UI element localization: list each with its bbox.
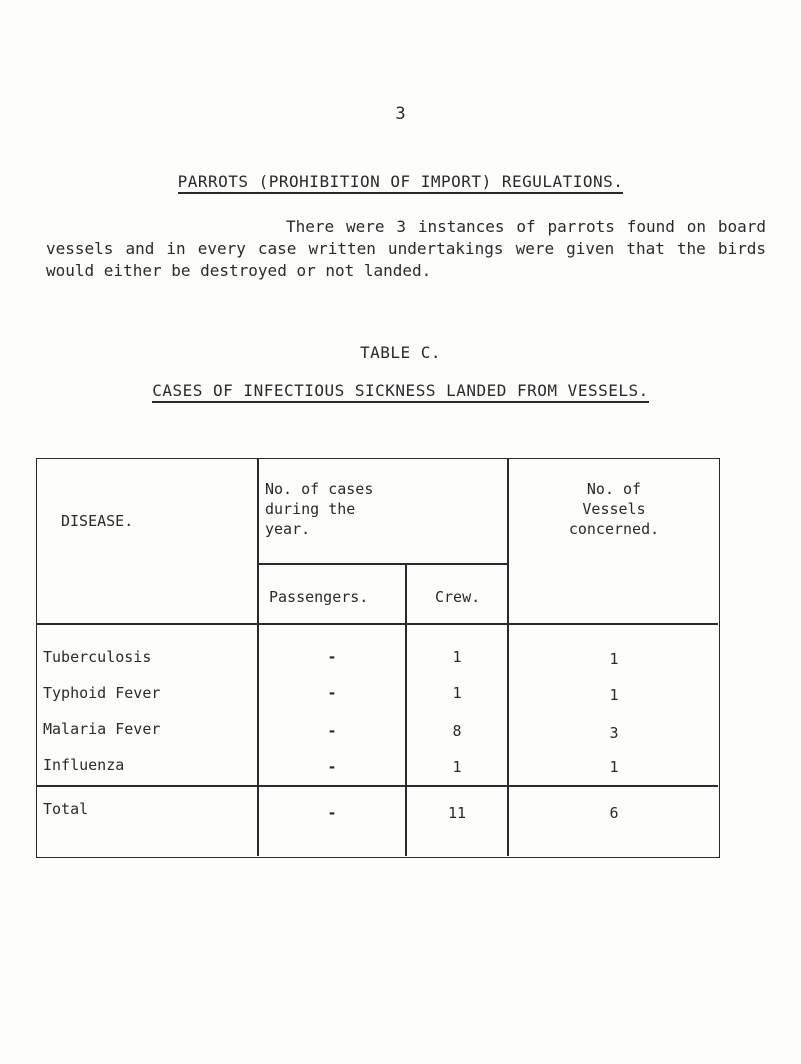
header-disease: DISEASE.	[61, 512, 134, 530]
header-vessels-line2: Vessels	[582, 500, 646, 518]
table-row-typhoid-disease: Typhoid Fever	[43, 684, 161, 702]
infectious-sickness-table	[36, 458, 720, 858]
section-heading	[0, 172, 801, 191]
header-vessels-line1: No. of	[586, 480, 642, 498]
table-row-tuberculosis-vessels: 1	[609, 650, 619, 668]
header-cases-line2: during the	[265, 500, 356, 518]
table-title-text: CASES OF INFECTIOUS SICKNESS LANDED FROM VESSELS.	[152, 381, 649, 403]
table-row-influenza-disease: Influenza	[43, 756, 125, 774]
table-row-typhoid-crew: 1	[452, 684, 462, 702]
header-divider	[37, 623, 718, 625]
table-row-malaria-vessels: 3	[609, 724, 619, 742]
table-row-malaria-disease: Malaria Fever	[43, 720, 161, 738]
table-row-typhoid-passengers: -	[327, 684, 337, 702]
total-crew: 11	[447, 804, 467, 822]
table-row-typhoid-vessels: 1	[609, 686, 619, 704]
table-row-influenza-vessels: 1	[609, 758, 619, 776]
table-label: TABLE C.	[359, 343, 442, 362]
table-row-malaria-crew: 8	[452, 722, 462, 740]
total-passengers: -	[327, 804, 337, 822]
section-paragraph: There were 3 instances of parrots found on board vessels and in every case written undertakings were given that the birds would either be destroyed or not landed.	[46, 217, 766, 280]
table-title	[0, 381, 801, 400]
header-cases	[265, 479, 373, 539]
table-row-tuberculosis-disease: Tuberculosis	[43, 648, 152, 666]
header-crew: Crew.	[435, 588, 481, 606]
total-label: Total	[43, 800, 89, 818]
section-heading-text: PARROTS (PROHIBITION OF IMPORT) REGULATIONS.	[178, 172, 624, 194]
subheader-divider	[257, 563, 508, 565]
total-vessels: 6	[609, 804, 619, 822]
page-number: 3	[395, 104, 406, 124]
table-row-tuberculosis-crew: 1	[452, 648, 462, 666]
header-cases-line3: year.	[265, 520, 311, 538]
header-passengers: Passengers.	[269, 588, 369, 606]
table-row-influenza-passengers: -	[327, 758, 337, 776]
table-row-influenza-crew: 1	[452, 758, 462, 776]
header-vessels-line3: concerned.	[568, 520, 660, 538]
table-row-tuberculosis-passengers: -	[327, 648, 337, 666]
header-vessels	[509, 479, 719, 539]
table-row-malaria-passengers: -	[327, 722, 337, 740]
header-cases-line1: No. of cases	[265, 480, 374, 498]
total-divider	[37, 785, 718, 787]
